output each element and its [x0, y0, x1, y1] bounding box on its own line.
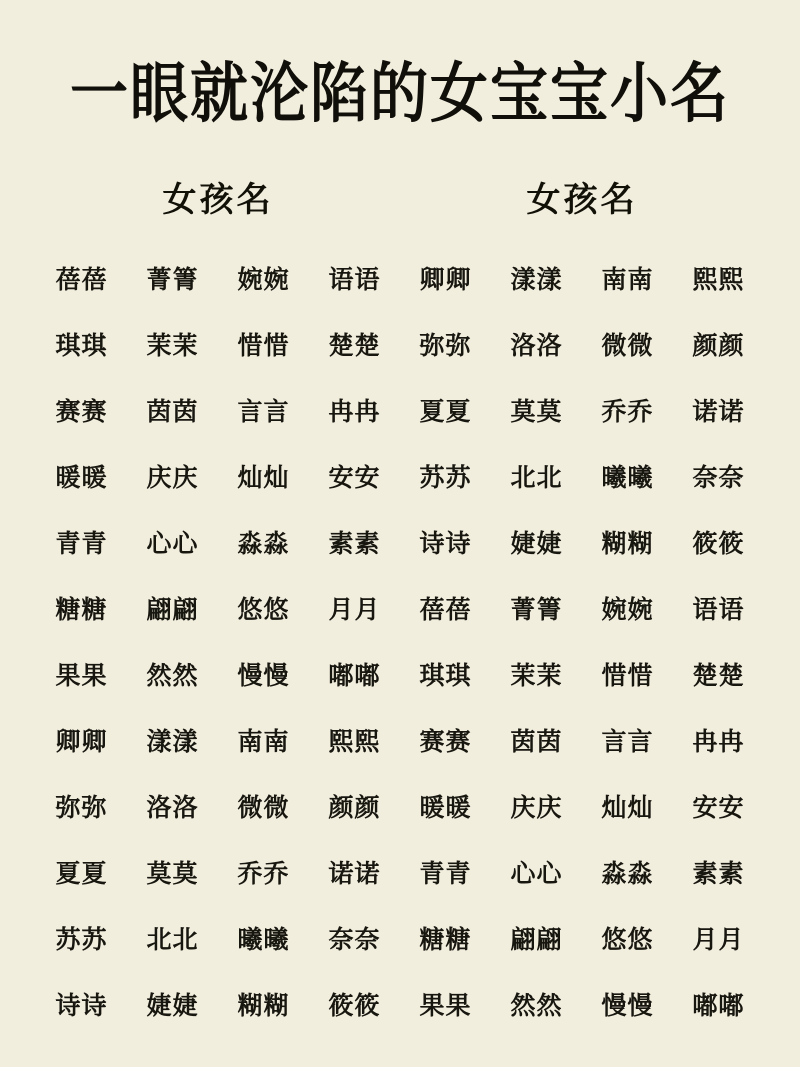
name-cell: 婉婉	[601, 594, 654, 624]
name-cell: 诗诗	[419, 528, 472, 558]
name-cell: 庆庆	[510, 792, 563, 822]
name-cell: 楚楚	[328, 330, 381, 360]
name-cell: 乔乔	[601, 396, 654, 426]
name-cell: 糖糖	[55, 594, 108, 624]
name-columns	[0, 172, 800, 1039]
name-cell: 颜颜	[692, 330, 745, 360]
name-cell: 蓓蓓	[55, 264, 108, 294]
name-cell: 赛赛	[55, 396, 108, 426]
name-grid-right	[400, 247, 764, 1039]
name-cell: 婕婕	[510, 528, 563, 558]
name-cell: 灿灿	[237, 462, 290, 492]
name-cell: 曦曦	[237, 924, 290, 954]
name-cell: 婕婕	[146, 990, 199, 1020]
name-cell: 翩翩	[146, 594, 199, 624]
name-cell: 筱筱	[692, 528, 745, 558]
name-cell: 青青	[55, 528, 108, 558]
name-cell: 茵茵	[510, 726, 563, 756]
name-cell: 夏夏	[419, 396, 472, 426]
name-cell: 苏苏	[419, 462, 472, 492]
name-cell: 苏苏	[55, 924, 108, 954]
name-cell: 糖糖	[419, 924, 472, 954]
name-cell: 惜惜	[601, 660, 654, 690]
name-cell: 洛洛	[510, 330, 563, 360]
name-cell: 嘟嘟	[692, 990, 745, 1020]
name-cell: 楚楚	[692, 660, 745, 690]
name-cell: 言言	[601, 726, 654, 756]
name-cell: 漾漾	[510, 264, 563, 294]
page-title: 一眼就沦陷的女宝宝小名	[69, 54, 730, 132]
name-cell: 洛洛	[146, 792, 199, 822]
name-cell: 弥弥	[419, 330, 472, 360]
name-cell: 菁箐	[510, 594, 563, 624]
name-cell: 茵茵	[146, 396, 199, 426]
name-cell: 悠悠	[601, 924, 654, 954]
name-cell: 糊糊	[237, 990, 290, 1020]
name-cell: 冉冉	[328, 396, 381, 426]
name-cell: 月月	[692, 924, 745, 954]
name-cell: 语语	[328, 264, 381, 294]
name-cell: 诺诺	[328, 858, 381, 888]
name-cell: 安安	[692, 792, 745, 822]
name-cell: 冉冉	[692, 726, 745, 756]
name-cell: 嘟嘟	[328, 660, 381, 690]
name-cell: 然然	[146, 660, 199, 690]
name-cell: 卿卿	[419, 264, 472, 294]
name-cell: 淼淼	[601, 858, 654, 888]
name-cell: 暖暖	[55, 462, 108, 492]
name-cell: 心心	[146, 528, 199, 558]
name-cell: 诗诗	[55, 990, 108, 1020]
name-cell: 莫莫	[146, 858, 199, 888]
name-cell: 青青	[419, 858, 472, 888]
name-cell: 琪琪	[55, 330, 108, 360]
name-cell: 月月	[328, 594, 381, 624]
name-cell: 南南	[237, 726, 290, 756]
name-cell: 奈奈	[328, 924, 381, 954]
name-cell: 心心	[510, 858, 563, 888]
name-cell: 茉茉	[146, 330, 199, 360]
name-cell: 北北	[510, 462, 563, 492]
name-cell: 安安	[328, 462, 381, 492]
name-cell: 慢慢	[601, 990, 654, 1020]
name-cell: 漾漾	[146, 726, 199, 756]
name-cell: 莫莫	[510, 396, 563, 426]
name-cell: 卿卿	[55, 726, 108, 756]
name-cell: 熙熙	[328, 726, 381, 756]
column-heading-right: 女孩名	[526, 179, 638, 220]
name-cell: 北北	[146, 924, 199, 954]
name-cell: 琪琪	[419, 660, 472, 690]
name-cell: 翩翩	[510, 924, 563, 954]
name-cell: 糊糊	[601, 528, 654, 558]
name-cell: 素素	[692, 858, 745, 888]
name-cell: 素素	[328, 528, 381, 558]
name-cell: 悠悠	[237, 594, 290, 624]
name-column-right	[400, 172, 764, 1039]
name-cell: 熙熙	[692, 264, 745, 294]
name-cell: 赛赛	[419, 726, 472, 756]
name-cell: 微微	[601, 330, 654, 360]
name-cell: 曦曦	[601, 462, 654, 492]
name-cell: 乔乔	[237, 858, 290, 888]
name-cell: 语语	[692, 594, 745, 624]
name-cell: 弥弥	[55, 792, 108, 822]
name-cell: 诺诺	[692, 396, 745, 426]
name-cell: 果果	[55, 660, 108, 690]
name-cell: 筱筱	[328, 990, 381, 1020]
name-cell: 奈奈	[692, 462, 745, 492]
name-cell: 果果	[419, 990, 472, 1020]
name-cell: 庆庆	[146, 462, 199, 492]
name-cell: 灿灿	[601, 792, 654, 822]
name-cell: 然然	[510, 990, 563, 1020]
name-cell: 言言	[237, 396, 290, 426]
name-grid-left	[36, 247, 400, 1039]
name-cell: 菁箐	[146, 264, 199, 294]
name-cell: 淼淼	[237, 528, 290, 558]
name-cell: 夏夏	[55, 858, 108, 888]
name-cell: 暖暖	[419, 792, 472, 822]
name-cell: 蓓蓓	[419, 594, 472, 624]
name-cell: 婉婉	[237, 264, 290, 294]
name-cell: 茉茉	[510, 660, 563, 690]
name-column-left	[36, 172, 400, 1039]
column-heading-left: 女孩名	[162, 179, 274, 220]
name-cell: 南南	[601, 264, 654, 294]
name-cell: 颜颜	[328, 792, 381, 822]
name-cell: 微微	[237, 792, 290, 822]
name-cell: 慢慢	[237, 660, 290, 690]
name-cell: 惜惜	[237, 330, 290, 360]
